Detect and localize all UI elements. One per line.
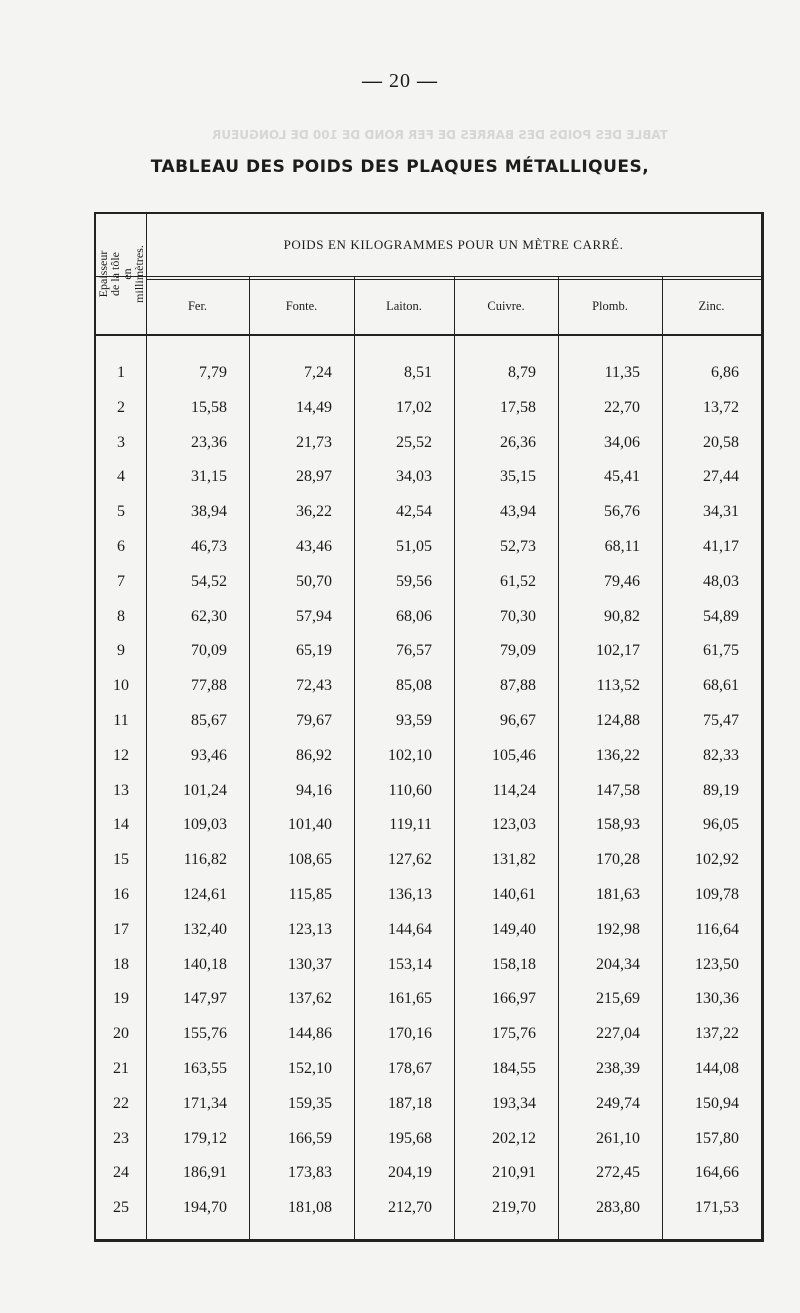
weight-cell: 82,33 [703, 746, 739, 764]
weight-cell: 70,09 [191, 642, 227, 660]
weight-cell: 163,55 [183, 1060, 227, 1077]
weight-cell: 152,10 [288, 1060, 332, 1077]
weight-cell: 110,60 [388, 781, 432, 799]
weight-cell: 79,46 [604, 572, 640, 590]
weight-cell: 102,92 [695, 851, 739, 869]
thickness-header-label: Epaisseur de la tôle en millimètres. [96, 245, 146, 303]
weight-cell: 43,94 [500, 503, 536, 521]
weight-cell: 210,91 [492, 1164, 536, 1182]
weight-cell: 56,76 [604, 503, 640, 521]
weight-cell: 123,50 [695, 955, 739, 973]
weight-cell: 238,39 [596, 1060, 640, 1077]
weight-cell: 101,24 [183, 781, 227, 799]
weight-cell: 170,16 [388, 1025, 432, 1043]
thickness-value: 19 [113, 990, 129, 1008]
weight-cell: 164,66 [695, 1164, 739, 1182]
weight-cell: 158,93 [596, 816, 640, 834]
thickness-value: 8 [117, 607, 125, 625]
weight-cell: 85,08 [396, 677, 432, 695]
weight-cell: 21,73 [296, 433, 332, 451]
weight-cell: 186,91 [183, 1164, 227, 1182]
weight-cell: 147,97 [183, 990, 227, 1008]
weight-cell: 68,06 [396, 607, 432, 625]
weight-cell: 94,16 [296, 781, 332, 799]
weight-cell: 158,18 [492, 955, 536, 973]
thickness-value: 4 [117, 468, 125, 486]
thickness-value: 6 [117, 538, 125, 555]
weight-cell: 136,22 [596, 746, 640, 764]
weight-cell: 202,12 [492, 1129, 536, 1147]
weight-cell: 22,70 [604, 398, 640, 416]
thickness-value: 23 [113, 1129, 129, 1147]
column-header: Fer. [187, 298, 208, 313]
weight-cell: 140,61 [492, 886, 536, 903]
thickness-value: 1 [117, 364, 125, 381]
weight-cell: 93,46 [191, 746, 227, 764]
weight-cell: 109,78 [695, 886, 739, 903]
weight-cell: 171,53 [695, 1199, 739, 1217]
weight-cell: 124,88 [596, 712, 640, 729]
thickness-value: 12 [113, 746, 129, 764]
weight-cell: 8,51 [404, 364, 432, 381]
thickness-value: 20 [113, 1025, 129, 1043]
weight-cell: 170,28 [596, 851, 640, 869]
weight-cell: 7,79 [199, 364, 227, 381]
weight-cell: 62,30 [191, 607, 227, 625]
weight-cell: 59,56 [396, 572, 432, 590]
weight-cell: 109,03 [183, 816, 227, 834]
thickness-value: 3 [117, 433, 125, 451]
weights-main-header: POIDS EN KILOGRAMMES POUR UN MÈTRE CARRÉ. [283, 237, 624, 252]
weight-cell: 28,97 [296, 468, 332, 486]
weight-cell: 124,61 [183, 886, 227, 903]
weight-cell: 87,88 [500, 677, 536, 695]
weight-cell: 161,65 [388, 990, 432, 1008]
weight-cell: 54,89 [703, 607, 739, 625]
weight-cell: 132,40 [183, 920, 227, 938]
weight-cell: 192,98 [596, 920, 640, 938]
weight-cell: 155,76 [183, 1025, 227, 1043]
weight-cell: 140,18 [183, 955, 227, 973]
thickness-value: 15 [113, 851, 129, 869]
weight-cell: 227,04 [596, 1025, 640, 1043]
weight-cell: 68,61 [703, 677, 739, 695]
weight-cell: 181,08 [288, 1199, 332, 1217]
weight-cell: 79,09 [500, 642, 536, 660]
weight-cell: 35,15 [500, 468, 536, 486]
thickness-value: 18 [113, 955, 129, 973]
weight-cell: 17,02 [396, 398, 432, 416]
weight-cell: 70,30 [500, 607, 536, 625]
weight-cell: 34,03 [396, 468, 432, 486]
weight-cell: 123,13 [288, 920, 332, 938]
weight-cell: 157,80 [695, 1129, 739, 1147]
weight-cell: 130,36 [695, 990, 739, 1008]
column-header: Fonte. [285, 298, 318, 313]
weight-cell: 204,19 [388, 1164, 432, 1182]
weights-table [94, 212, 764, 1242]
weight-cell: 57,94 [296, 607, 332, 625]
thickness-value: 5 [117, 503, 125, 521]
weight-cell: 105,46 [492, 746, 536, 764]
weight-cell: 42,54 [396, 503, 432, 521]
thickness-value: 25 [113, 1199, 129, 1217]
weight-cell: 17,58 [500, 398, 536, 416]
weight-cell: 144,08 [695, 1060, 739, 1077]
weight-cell: 75,47 [703, 712, 739, 729]
weight-cell: 137,22 [695, 1025, 739, 1043]
weight-cell: 89,19 [703, 781, 739, 799]
weight-cell: 54,52 [191, 572, 227, 590]
weight-cell: 79,67 [296, 712, 332, 729]
weight-cell: 27,44 [703, 468, 739, 486]
table-title: TABLEAU DES POIDS DES PLAQUES MÉTALLIQUES, [150, 157, 650, 177]
thickness-value: 21 [113, 1060, 129, 1077]
weight-cell: 166,59 [288, 1129, 332, 1147]
weight-cell: 93,59 [396, 712, 432, 729]
thickness-value: 11 [113, 712, 129, 729]
weight-cell: 150,94 [695, 1094, 739, 1112]
weight-cell: 179,12 [183, 1129, 227, 1147]
weight-cell: 147,58 [596, 781, 640, 799]
column-header: Cuivre. [487, 298, 525, 313]
weight-cell: 72,43 [296, 677, 332, 695]
thickness-value: 9 [117, 642, 125, 660]
weight-cell: 123,03 [492, 816, 536, 834]
weight-cell: 113,52 [596, 677, 640, 695]
weight-cell: 38,94 [191, 503, 227, 521]
weight-cell: 115,85 [288, 886, 332, 903]
weight-cell: 65,19 [296, 642, 332, 660]
weight-cell: 13,72 [703, 398, 739, 416]
thickness-value: 13 [113, 781, 129, 799]
weight-cell: 119,11 [389, 816, 432, 834]
weight-cell: 96,05 [703, 816, 739, 834]
page-number-value: 20 [389, 70, 411, 92]
weight-cell: 34,06 [604, 433, 640, 451]
weight-cell: 137,62 [288, 990, 332, 1008]
weight-cell: 102,10 [388, 746, 432, 764]
thickness-value: 22 [113, 1094, 129, 1112]
thickness-value: 14 [113, 816, 129, 834]
weight-cell: 193,34 [492, 1094, 536, 1112]
weight-cell: 36,22 [296, 503, 332, 521]
thickness-value: 10 [113, 677, 129, 695]
weight-cell: 130,37 [288, 955, 332, 973]
weight-cell: 114,24 [492, 781, 536, 799]
weight-cell: 136,13 [388, 886, 432, 903]
weight-cell: 52,73 [500, 538, 536, 555]
weight-cell: 61,75 [703, 642, 739, 660]
weight-cell: 144,64 [388, 920, 432, 938]
weight-cell: 11,35 [604, 364, 640, 381]
weight-cell: 86,92 [296, 746, 332, 764]
column-header: Laiton. [386, 298, 422, 313]
thickness-value: 2 [117, 398, 125, 416]
weight-cell: 68,11 [604, 538, 640, 555]
weight-cell: 195,68 [388, 1129, 432, 1147]
weight-cell: 8,79 [508, 364, 536, 381]
weight-cell: 76,57 [396, 642, 432, 660]
weight-cell: 101,40 [288, 816, 332, 834]
weight-cell: 131,82 [492, 851, 536, 869]
weight-cell: 51,05 [396, 538, 432, 555]
weight-cell: 41,17 [703, 538, 739, 555]
weight-cell: 85,67 [191, 712, 227, 729]
weight-cell: 45,41 [604, 468, 640, 486]
weight-cell: 90,82 [604, 607, 640, 625]
weight-cell: 14,49 [296, 398, 332, 416]
weight-cell: 173,83 [288, 1164, 332, 1182]
weight-cell: 272,45 [596, 1164, 640, 1182]
weight-cell: 61,52 [500, 572, 536, 590]
weight-cell: 26,36 [500, 433, 536, 451]
weight-cell: 15,58 [191, 398, 227, 416]
weight-cell: 144,86 [288, 1025, 332, 1043]
weight-cell: 108,65 [288, 851, 332, 869]
weight-cell: 249,74 [596, 1094, 640, 1112]
thickness-value: 16 [113, 886, 129, 903]
weight-cell: 178,67 [388, 1060, 432, 1077]
weight-cell: 204,34 [596, 955, 640, 973]
weight-cell: 116,64 [695, 920, 739, 938]
weight-cell: 166,97 [492, 990, 536, 1008]
page-number: — 20 — [362, 70, 438, 92]
thickness-value: 7 [117, 572, 125, 590]
weight-cell: 261,10 [596, 1129, 640, 1147]
weight-cell: 215,69 [596, 990, 640, 1008]
weight-cell: 48,03 [703, 572, 739, 590]
weight-cell: 43,46 [296, 538, 332, 555]
weight-cell: 184,55 [492, 1060, 536, 1077]
weight-cell: 127,62 [388, 851, 432, 869]
weight-cell: 34,31 [703, 503, 739, 521]
weight-cell: 171,34 [183, 1094, 227, 1112]
weight-cell: 212,70 [388, 1199, 432, 1217]
weight-cell: 159,35 [288, 1094, 332, 1112]
weight-cell: 6,86 [711, 364, 739, 381]
weight-cell: 181,63 [596, 886, 640, 903]
weight-cell: 219,70 [492, 1199, 536, 1217]
weight-cell: 102,17 [596, 642, 640, 660]
weight-cell: 96,67 [500, 712, 536, 729]
weight-cell: 46,73 [191, 538, 227, 555]
weight-cell: 116,82 [183, 851, 227, 869]
weight-cell: 7,24 [304, 364, 332, 381]
thickness-header [96, 214, 146, 334]
weight-cell: 194,70 [183, 1199, 227, 1217]
weight-cell: 20,58 [703, 433, 739, 451]
weight-cell: 187,18 [388, 1094, 432, 1112]
weight-cell: 31,15 [191, 468, 227, 486]
column-header: Plomb. [592, 298, 628, 313]
thickness-value: 24 [113, 1164, 129, 1182]
weight-cell: 25,52 [396, 433, 432, 451]
thickness-value: 17 [113, 920, 129, 938]
weight-cell: 77,88 [191, 677, 227, 695]
weight-cell: 50,70 [296, 572, 332, 590]
column-header: Zinc. [698, 298, 725, 313]
bleed-through-text: TABLE DES POIDS DES BARRES DE FER ROND DE 100 DE LONGUEUR [212, 128, 668, 142]
weight-cell: 149,40 [492, 920, 536, 938]
weight-cell: 175,76 [492, 1025, 536, 1043]
weight-cell: 153,14 [388, 955, 432, 973]
weight-cell: 283,80 [596, 1199, 640, 1217]
weight-cell: 23,36 [191, 433, 227, 451]
